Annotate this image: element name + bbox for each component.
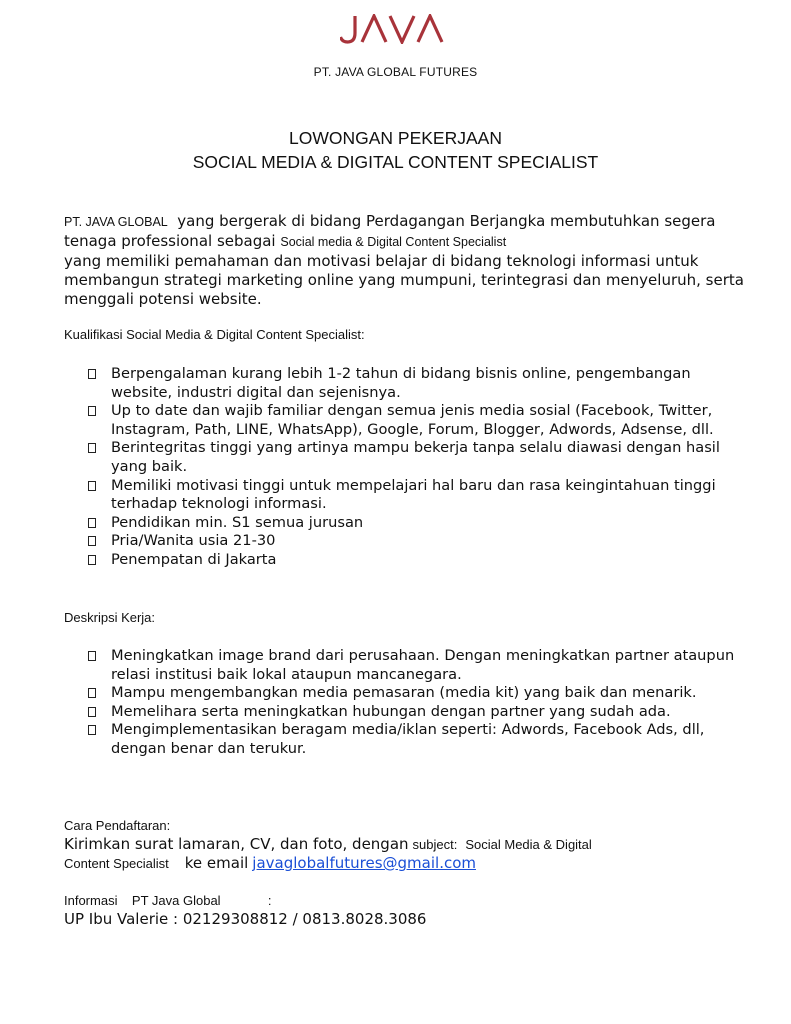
list-item-text: Up to date dan wajib familiar dengan semua jenis media sosial (Facebook, Twitter, Instagram, Path, LINE, WhatsApp), Google, Forum, Blogger, Adwords, Adsense, dll. — [111, 402, 714, 438]
registration-text: Kirimkan surat lamaran, CV, dan foto, dengan — [64, 835, 409, 853]
qualification-item — [88, 551, 738, 570]
email-link[interactable]: javaglobalfutures@gmail.com — [252, 854, 476, 872]
page-subtitle: SOCIAL MEDIA & DIGITAL CONTENT SPECIALIST — [192, 152, 599, 172]
list-item-text: Pendidikan min. S1 semua jurusan — [111, 513, 364, 531]
bullet-box-icon — [88, 536, 96, 546]
info-colon: : — [267, 893, 272, 908]
bullet-box-icon — [88, 443, 96, 453]
qualifications-heading: Kualifikasi Social Media & Digital Content Specialist: — [64, 327, 365, 342]
bullet-box-icon — [88, 555, 96, 565]
qualifications-list — [88, 365, 738, 570]
intro-text-1: yang bergerak di bidang Perdagangan Berjangka membutuhkan segera tenaga professional sebagai — [64, 212, 716, 250]
registration-subject-2: Content Specialist — [64, 856, 169, 871]
intro-paragraph — [64, 212, 744, 309]
bullet-box-icon — [88, 518, 96, 528]
registration-line-2 — [64, 854, 476, 873]
job-description-heading: Deskripsi Kerja: — [64, 610, 156, 625]
java-logo — [0, 14, 791, 56]
registration-subject-1: Social Media & Digital — [465, 837, 592, 852]
qualification-item — [88, 402, 738, 439]
list-item-text: Mengimplementasikan beragam media/iklan seperti: Adwords, Facebook Ads, dll, dengan benar dan terukur. — [111, 721, 705, 757]
company-name: PT. JAVA GLOBAL FUTURES — [313, 65, 478, 79]
qualification-item — [88, 365, 738, 402]
job-description-item — [88, 703, 738, 722]
intro-text-2: yang memiliki pemahaman dan motivasi belajar di bidang teknologi informasi untuk membangun strategi marketing online yang mumpuni, terintegrasi dan menyeluruh, serta menggali potensi website. — [64, 252, 744, 308]
bullet-box-icon — [88, 688, 96, 698]
bullet-box-icon — [88, 481, 96, 491]
list-item-text: Berpengalaman kurang lebih 1-2 tahun di bidang bisnis online, pengembangan website, industri digital dan sejenisnya. — [111, 365, 691, 401]
list-item-text: Pria/Wanita usia 21-30 — [111, 532, 276, 550]
list-item-text: Berintegritas tinggi yang artinya mampu bekerja tanpa selalu diawasi dengan hasil yang baik. — [111, 439, 720, 475]
bullet-box-icon — [88, 369, 96, 379]
info-line — [64, 893, 271, 908]
job-description-list — [88, 647, 738, 759]
bullet-box-icon — [88, 725, 96, 735]
info-company: PT Java Global — [131, 893, 221, 908]
registration-line-1 — [64, 835, 592, 854]
job-description-item — [88, 647, 738, 684]
bullet-box-icon — [88, 707, 96, 717]
bullet-box-icon — [88, 406, 96, 416]
list-item-text: Mampu mengembangkan media pemasaran (media kit) yang baik dan menarik. — [111, 684, 697, 702]
registration-subject-label: subject: — [412, 837, 458, 852]
list-item-text: Penempatan di Jakarta — [111, 550, 277, 568]
qualification-item — [88, 514, 738, 533]
list-item-text: Memiliki motivasi tinggi untuk mempelajari hal baru dan rasa keingintahuan tinggi terhadap teknologi informasi. — [111, 476, 716, 513]
list-item-text: Meningkatkan image brand dari perusahaan. Dengan meningkatkan partner ataupun relasi institusi baik lokal ataupun mancanegara. — [111, 647, 735, 683]
registration-email-prefix: ke email — [184, 854, 249, 872]
info-label: Informasi — [64, 893, 118, 908]
intro-company: PT. JAVA GLOBAL — [64, 215, 168, 229]
java-logo-mark — [340, 14, 452, 44]
job-description-item — [88, 721, 738, 758]
contact-line: UP Ibu Valerie : 02129308812 / 0813.8028.3086 — [64, 910, 427, 928]
intro-position: Social media & Digital Content Specialist — [280, 235, 507, 249]
qualification-item — [88, 439, 738, 476]
page-title: LOWONGAN PEKERJAAN — [289, 128, 502, 148]
list-item-text: Memelihara serta meningkatkan hubungan dengan partner yang sudah ada. — [111, 702, 671, 720]
bullet-box-icon — [88, 651, 96, 661]
qualification-item — [88, 532, 738, 551]
qualification-item — [88, 477, 738, 514]
job-description-item — [88, 684, 738, 703]
registration-heading: Cara Pendaftaran: — [64, 818, 171, 833]
